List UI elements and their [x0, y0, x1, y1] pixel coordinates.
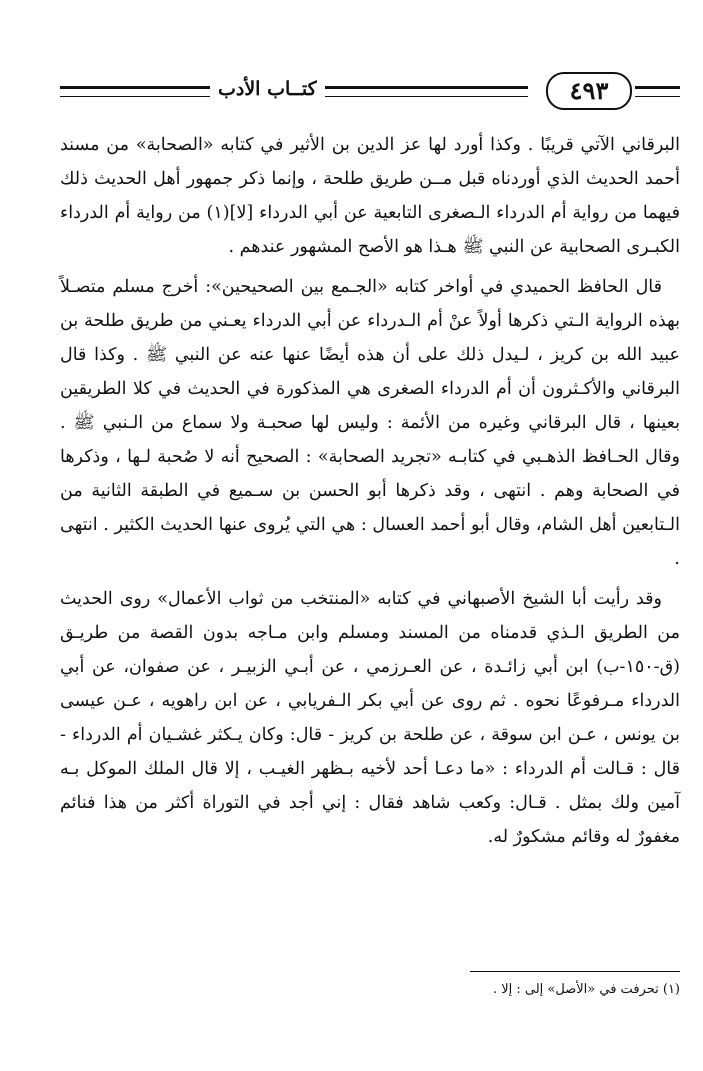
footnote: (١) تحرفت في «الأصل» إلى : إلا .: [492, 982, 680, 997]
page-number-badge: [546, 72, 632, 110]
page-number: ٤٩٣: [569, 76, 609, 105]
header-rule-right: [635, 86, 680, 97]
page-header: [60, 70, 680, 120]
paragraph-1: البرقاني الآتي قريبًا . وكذا أورد لها عز الدين بن الأثير في كتابه «الصحابة» من مسند أحمد الحديث الذي أوردناه قبل مــن طريق طلحة ، وإنما ذكر جمهور أهل الحديث ذلك فيهما من رواية أم الدرداء الـصغرى التابعية عن أبي الدرداء [لا](١) من رواية أم الدرداء الكبـرى الصحابية عن النبي ﷺ هـذا هو الأصح المشهور عندهم .: [60, 135, 681, 257]
footnote-divider: [470, 971, 680, 972]
paragraph-3: وقد رأيت أبا الشيخ الأصبهاني في كتابه «المنتخب من ثواب الأعمال» روى الحديث من الطريق الـذي قدمناه من المسند ومسلم وابن مـاجه بدون القصة من طريـق (ق-١٥٠-ب) ابن أبي زائـدة ، عن العـرزمي ، عن أبـي الزبيـر ، عن صفوان، عن أبي الدرداء مـرفوعًا نحوه . ثم روى عن أبي بكر الـفريابي ، عن ابن راهويه ، عـن عيسى بن يونس ، عـن ابن سوقة ، عن طلحة بن كريز - قال: وكان يـكثر غشـيان أم الدرداء - قال : قـالت أم الدرداء : «ما دعـا أحد لأخيه بـظهر الغيـب ، إلا قال الملك الموكل بـه آمين ولك بمثل . قـال: وكعب شاهد فقال : إني أجد في التوراة أكثر من هذا فنائم مغفورٌ له وقائم مشكورٌ له.: [60, 589, 680, 847]
main-text: [60, 128, 680, 860]
paragraph-2: قال الحافظ الحميدي في أواخر كتابه «الجـمع بين الصحيحين»: أخرج مسلم متصـلاً بهذه الرواية الـتي ذكرها أولاً عنْ أم الـدرداء عن أبي الدرداء يعـني من طريق طلحة بن عبيد الله بن كريز ، لـيدل ذلك على أن هذه أيضًا عنها عنه عن النبي ﷺ . وكذا قال البرقاني والأكـثرون أن أم الدرداء الصغرى هي المذكورة في الحديث في كلا الطريقين بعينها ، قال البرقاني وغيره من الأئمة : وليس لها صحبـة ولا سماع من الـنبي ﷺ . وقال الحـافظ الذهـبي في كتابـه «تجريد الصحابة» : الصحيح أنه لا صُحبة لـها ، وذكرها في الصحابة وهم . انتهى ، وقد ذكرها أبو الحسن بن سـميع في الطبقة الثانية من الـتابعين أهل الشام، وقال أبو أحمد العسال : هي التي يُروى عنها الحديث الكثير . انتهى .: [60, 277, 680, 569]
running-title: كتــاب الأدب: [210, 78, 325, 100]
